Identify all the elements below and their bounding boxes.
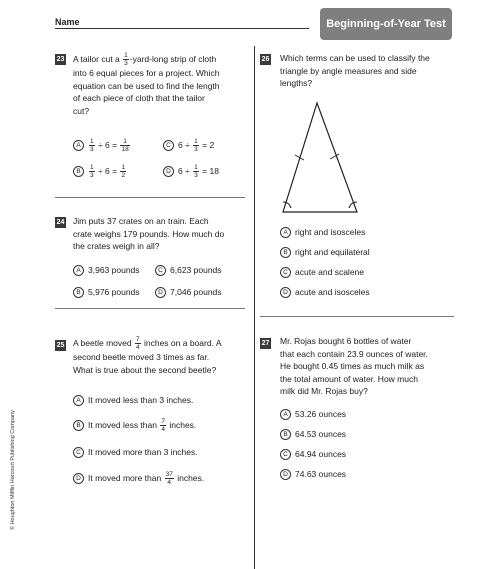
q23-text-after: -yard-long strip of cloth — [129, 53, 217, 64]
q26-line-2: triangle by angle measures and side — [280, 65, 417, 76]
q25-option-d[interactable]: D It moved more than $\frac{37}{4}$ inches. — [73, 471, 204, 486]
question-25-number: 25 — [56, 342, 65, 349]
name-label: Name — [55, 17, 80, 27]
q27-line-5: milk did Mr. Rojas buy? — [280, 386, 368, 396]
q26-option-a[interactable]: A right and isosceles — [280, 226, 365, 238]
q24-line-3: the crates weigh in all? — [73, 241, 160, 251]
option-letter-b: B — [73, 166, 84, 177]
q26-option-d[interactable]: D acute and isosceles — [280, 286, 370, 298]
q23-line-2: equation can be used to find the length — [73, 80, 220, 91]
q26-line-1: Which terms can be used to classify the — [280, 53, 430, 63]
q27-option-a[interactable]: A 53.26 ounces — [280, 408, 346, 420]
q26-line-3: lengths? — [280, 78, 313, 88]
q24-line-1: Jim puts 37 crates on an train. Each — [73, 216, 209, 226]
q25-option-c[interactable]: C It moved more than 3 inches. — [73, 446, 198, 458]
q26-option-c[interactable]: C acute and scalene — [280, 266, 364, 278]
q23-option-c[interactable]: C 6 ÷ $\frac{1}{3}$ = 2 — [163, 138, 214, 153]
q24-option-d[interactable]: D 7,046 pounds — [155, 286, 222, 298]
q27-option-b[interactable]: B 64.53 ounces — [280, 428, 346, 440]
name-line — [55, 28, 309, 29]
q27-line-2: that each contain 23.9 ounces of water. — [280, 348, 428, 359]
q27-line-4: the total amount of water. How much — [280, 373, 418, 384]
option-letter-a: A — [73, 140, 84, 151]
question-27-number: 27 — [261, 340, 270, 347]
question-27-text — [280, 335, 460, 398]
copyright-text: © Houghton Mifflin Harcourt Publishing Company — [10, 410, 16, 530]
q25-line-3: What is true about the second beetle? — [73, 364, 217, 375]
test-title: Beginning-of-Year Test — [320, 8, 452, 40]
separator-left-1 — [55, 197, 245, 198]
q25-option-b[interactable]: B It moved less than $\frac{7}{4}$ inches. — [73, 418, 196, 433]
q26-option-b[interactable]: B right and equilateral — [280, 246, 370, 258]
question-24-number: 24 — [56, 219, 65, 226]
q27-option-d[interactable]: D 74.63 ounces — [280, 468, 346, 480]
q23-text-before: A tailor cut a — [73, 53, 120, 64]
q24-line-2: crate weighs 179 pounds. How much do — [73, 228, 225, 239]
question-26-number: 26 — [261, 56, 270, 63]
q25-fraction: $\frac{7}{4}$ — [135, 336, 140, 351]
q27-line-3: He bought 0.45 times as much milk as — [280, 361, 425, 371]
separator-right-1 — [260, 316, 454, 317]
option-letter-d: D — [163, 166, 174, 177]
q27-option-c[interactable]: C 64.94 ounces — [280, 448, 346, 460]
q23-option-a[interactable]: A $\frac{1}{3}$ ÷ 6 = $\frac{1}{18}$ — [73, 138, 131, 153]
q24-option-b[interactable]: B 5,976 pounds — [73, 286, 140, 298]
q23-line-1: into 6 equal pieces for a project. Which — [73, 68, 220, 78]
q23-option-b[interactable]: B $\frac{1}{3}$ ÷ 6 = $\frac{1}{2}$ — [73, 164, 127, 179]
q23-line-4: cut? — [73, 105, 90, 116]
q24-option-a[interactable]: A 3,963 pounds — [73, 264, 140, 276]
isosceles-triangle-figure — [270, 95, 370, 220]
q23-fraction: $\frac{1}{3}$ — [124, 52, 128, 67]
question-23-number: 23 — [56, 56, 65, 63]
q23-option-d[interactable]: D 6 ÷ $\frac{1}{3}$ = 18 — [163, 164, 219, 179]
question-25-text: A beetle moved $\frac{7}{4}$ inches on a board. A second beetle moved 3 times as far. What is true about the second beetle? — [73, 336, 253, 376]
q25-line-2: second beetle moved 3 times as far. — [73, 352, 210, 362]
question-26-text — [280, 52, 460, 90]
q25-option-a[interactable]: A It moved less than 3 inches. — [73, 394, 193, 406]
q23-line-3: of each piece of cloth that the tailor — [73, 93, 205, 103]
question-24-text — [73, 215, 253, 253]
column-divider — [254, 46, 255, 569]
q27-line-1: Mr. Rojas bought 6 bottles of water — [280, 336, 412, 346]
question-23-text — [73, 52, 253, 117]
q24-option-c[interactable]: C 6,623 pounds — [155, 264, 222, 276]
separator-left-2 — [55, 308, 245, 309]
option-letter-c: C — [163, 140, 174, 151]
